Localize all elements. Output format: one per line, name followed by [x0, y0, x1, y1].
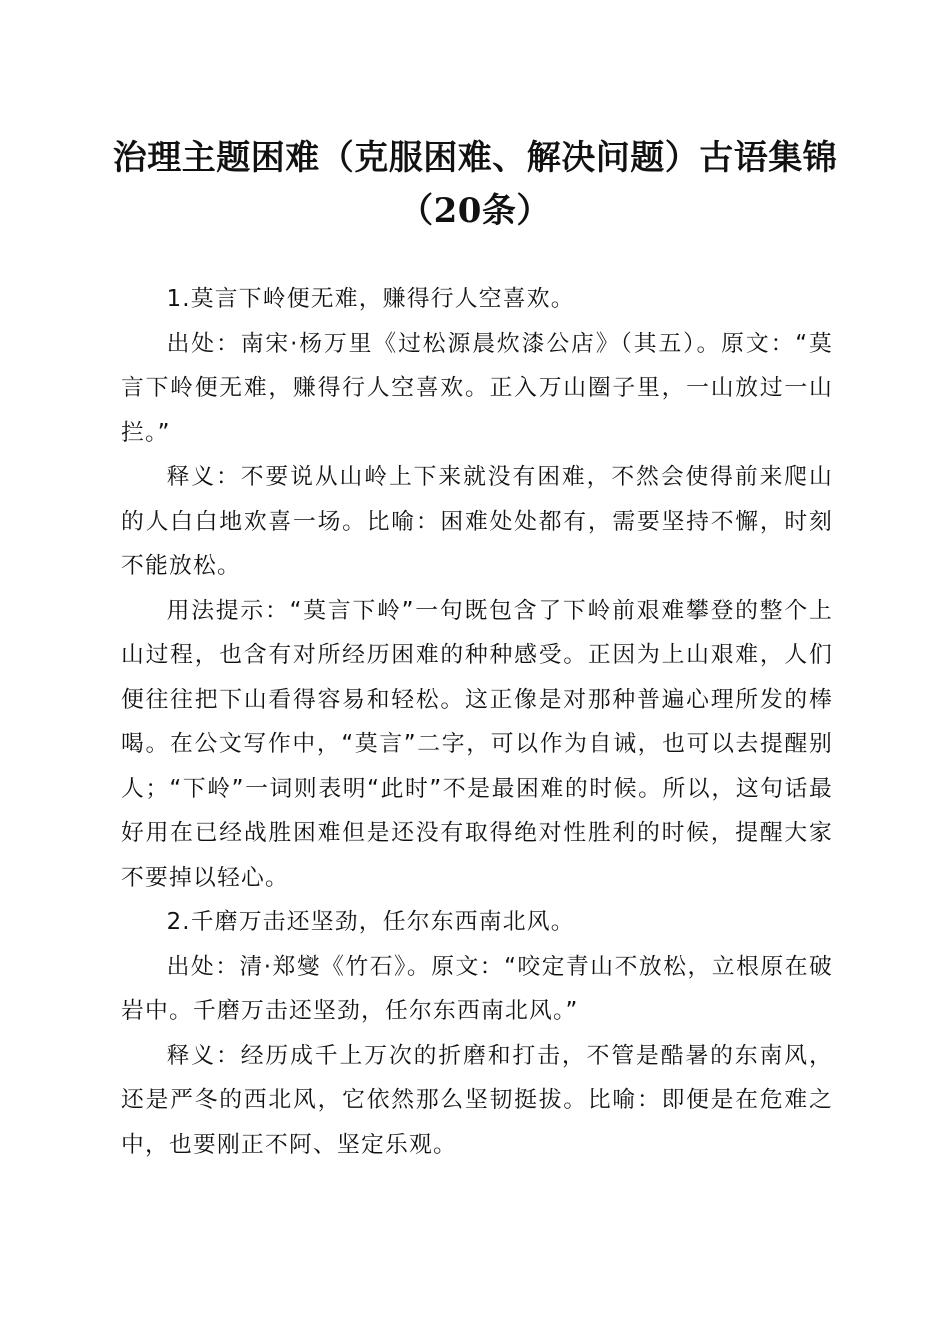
quote-1-usage-tip: 用法提示：“莫言下岭”一句既包含了下岭前艰难攀登的整个上山过程，也含有对所经历困难的种种感受。正因为上山艰难，人们便往往把下山看得容易和轻松。这正像是对那种普遍心理所发的棒喝。在公文写作中，“莫言”二字，可以作为自诫，也可以去提醒别人；“下岭”一词则表明“此时”不是最困难的时候。所以，这句话最好用在已经战胜困难但是还没有取得绝对性胜利的时候，提醒大家不要掉以轻心。 [121, 597, 833, 891]
quote-2-source: 出处：清·郑燮《竹石》。原文：“咬定青山不放松，立根原在破岩中。千磨万击还坚劲，任尔东西南北风。” [121, 953, 833, 1024]
quote-1-heading: 1.莫言下岭便无难，赚得行人空喜欢。 [166, 286, 575, 312]
quote-2-meaning: 释义：经历成千上万次的折磨和打击，不管是酷暑的东南风，还是严冬的西北风，它依然那么坚韧挺拔。比喻：即便是在危难之中，也要刚正不阿、坚定乐观。 [121, 1042, 833, 1158]
document-body [121, 277, 833, 1167]
quote-2-heading: 2.千磨万击还坚劲，任尔东西南北风。 [166, 909, 575, 935]
quote-1-source: 出处：南宋·杨万里《过松源晨炊漆公店》（其五）。原文：“莫言下岭便无难，赚得行人空喜欢。正入万山圈子里，一山放过一山拦。” [121, 330, 833, 446]
document-title: 治理主题困难（克服困难、解决问题）古语集锦（20条） [112, 138, 838, 231]
quote-1-meaning: 释义：不要说从山岭上下来就没有困难，不然会使得前来爬山的人白白地欢喜一场。比喻：困难处处都有，需要坚持不懈，时刻不能放松。 [121, 464, 833, 579]
